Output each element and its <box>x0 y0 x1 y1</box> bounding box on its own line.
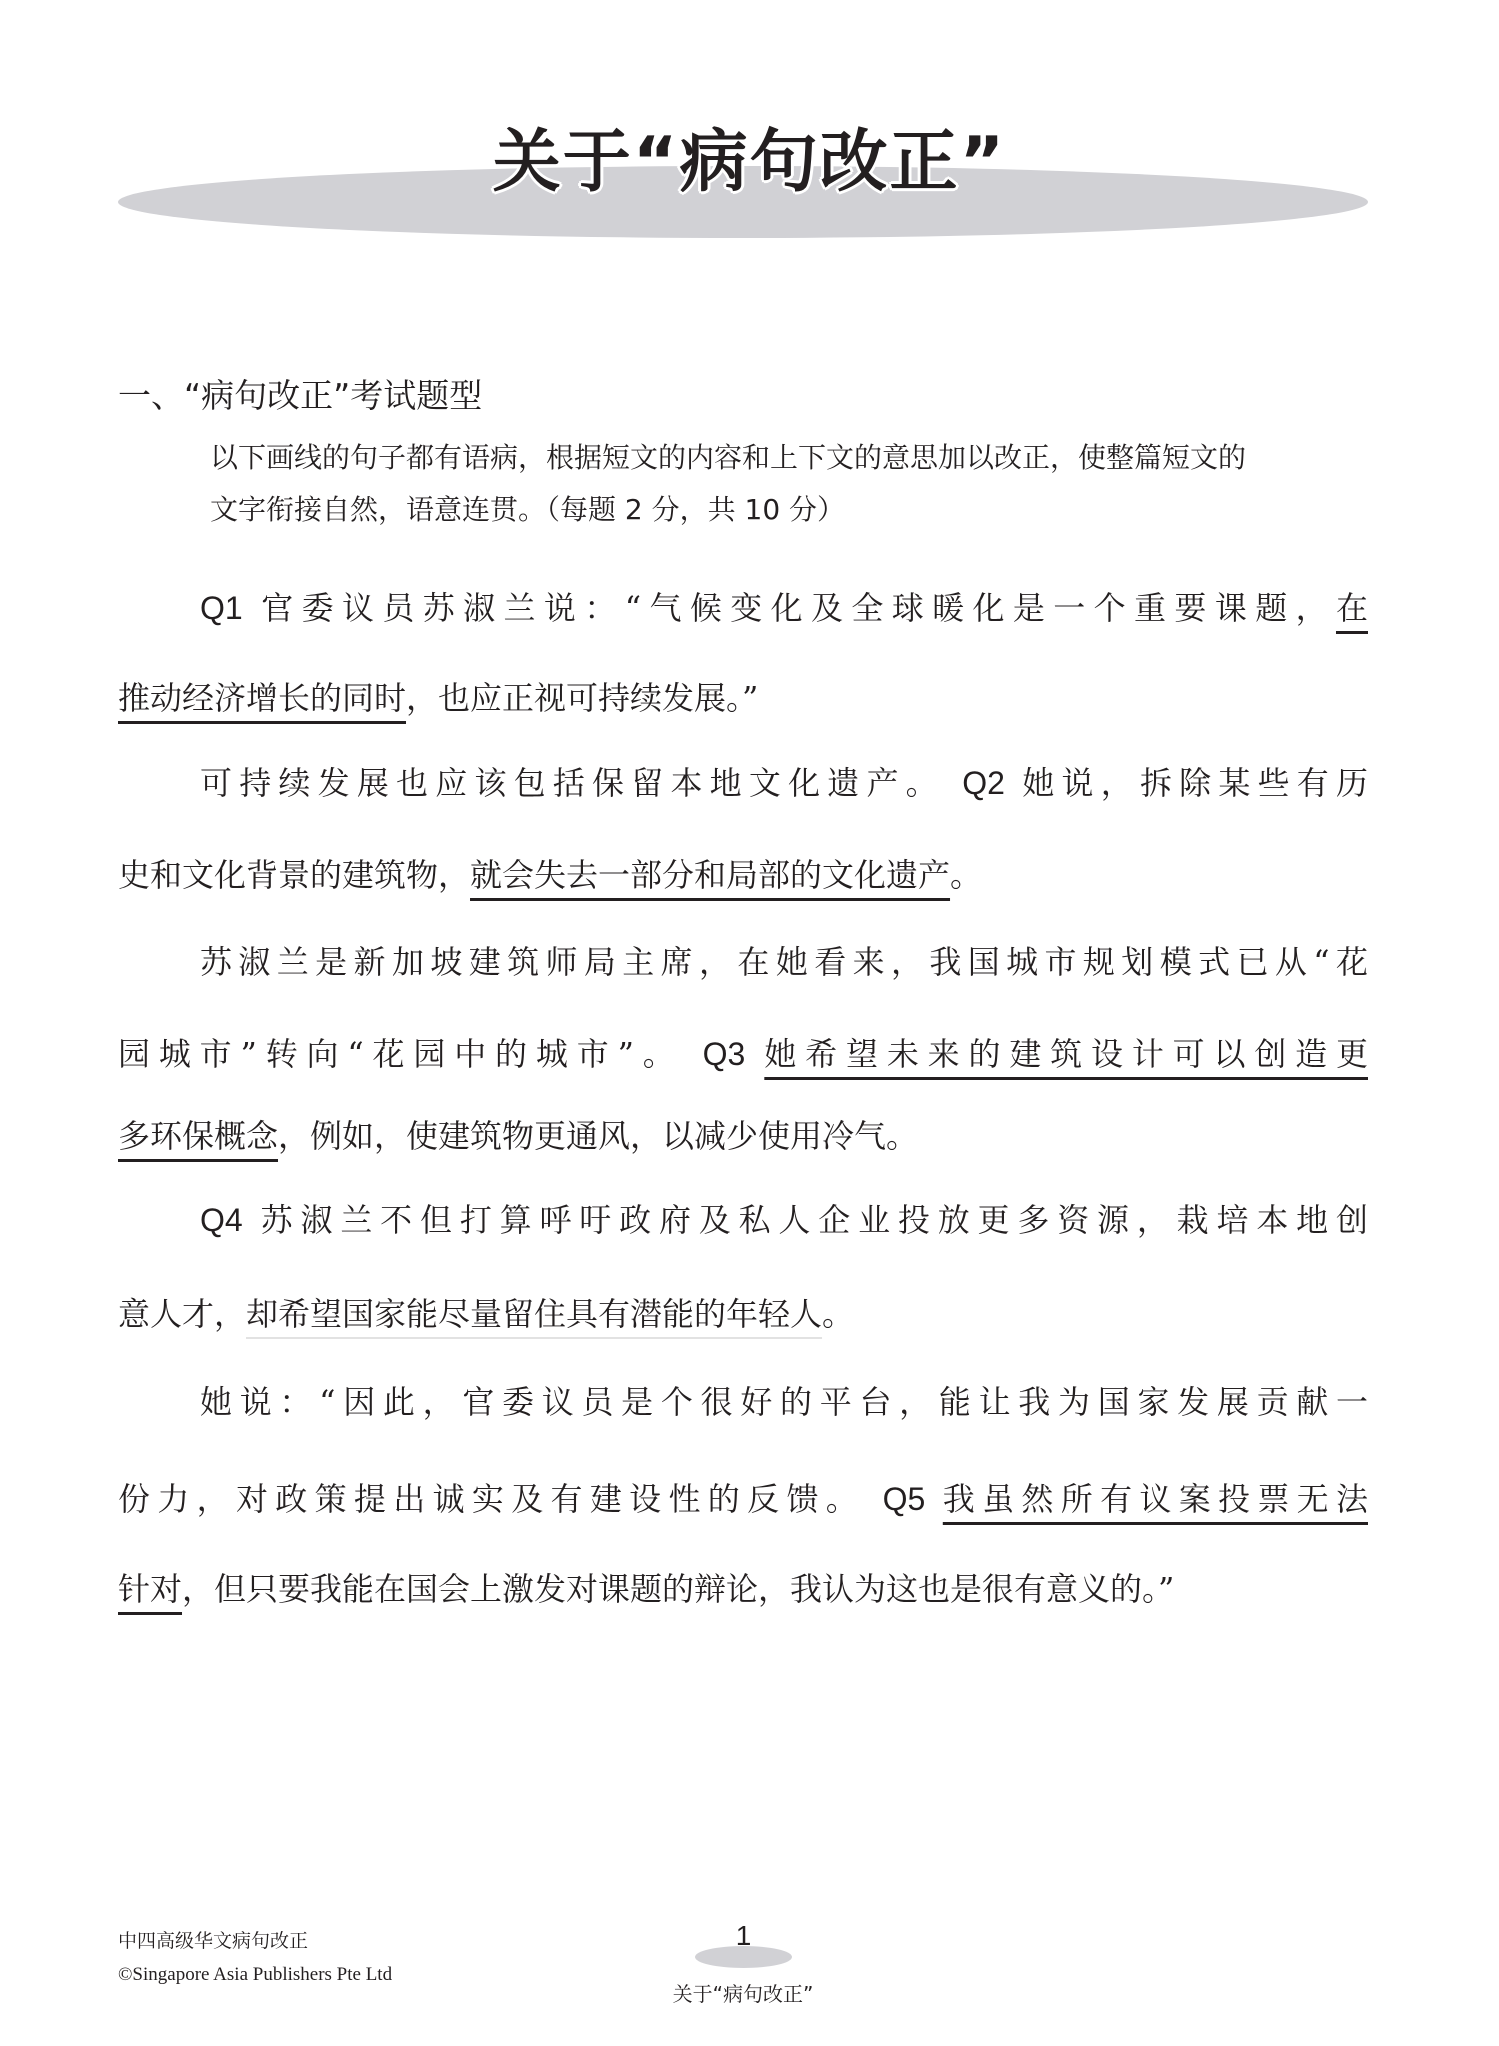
line-text: ，但只要我能在国会上激发对课题的辩论，我认为这也是很有意义的。” <box>182 1570 1175 1608</box>
passage-line <box>118 1114 1368 1158</box>
line-text: ，例如，使建筑物更通风，以减少使用冷气。 <box>278 1117 919 1155</box>
page-title: 关于“病句改正” <box>492 123 1007 202</box>
question-label-q1: Q1 <box>200 590 243 626</box>
footer-chapter-title: 关于“病句改正” <box>672 1982 814 2006</box>
footer-copyright: ©Singapore Asia Publishers Pte Ltd <box>118 1964 393 1985</box>
question-label-q3: Q3 <box>702 1036 746 1072</box>
passage-line <box>118 1567 1368 1611</box>
line-text: 意人才， <box>118 1295 247 1333</box>
line-text: 。 <box>950 856 983 894</box>
instructions-line-1: 以下画线的句子都有语病，根据短文的内容和上下文的意思加以改正，使整篇短文的 <box>210 441 1247 474</box>
line-text: 官委议员苏淑兰说：“气候变化及全球暖化是一个重要课题， <box>242 589 1336 627</box>
underlined-error-q1: 在 <box>1335 589 1368 627</box>
passage-line <box>200 586 1368 630</box>
passage-line <box>118 676 1368 720</box>
question-label-q2: Q2 <box>962 765 1005 801</box>
line-text: 苏淑兰不但打算呼吁政府及私人企业投放更多资源，栽培本地创 <box>242 1201 1368 1239</box>
line-text <box>925 1480 943 1518</box>
footer-book-title: 中四高级华文病句改正 <box>118 1930 309 1952</box>
question-label-q4: Q4 <box>200 1202 243 1238</box>
underlined-error-q3: 她希望未来的建筑设计可以创造更 <box>764 1035 1368 1073</box>
line-text: 份力，对政策提出诚实及有建设性的反馈。 <box>118 1480 883 1518</box>
underlined-error-q5: 针对 <box>118 1570 183 1608</box>
passage-line <box>200 940 1368 984</box>
passage-line <box>200 1380 1368 1424</box>
instructions-line-2: 文字衔接自然，语意连贯。（每题 2 分，共 10 分） <box>210 493 846 526</box>
passage-line <box>118 853 1368 897</box>
line-text: 。 <box>822 1295 855 1333</box>
passage-line <box>200 761 1368 805</box>
underlined-error-q2: 就会失去一部分和局部的文化遗产 <box>470 856 951 894</box>
passage-line <box>118 1032 1368 1076</box>
page-number: 1 <box>735 1920 752 1951</box>
line-text: 可持续发展也应该包括保留本地文化遗产。 <box>200 764 963 802</box>
underlined-error-q4: 却希望国家能尽量留住具有潜能的年轻人 <box>246 1295 823 1333</box>
line-text: 她说：“因此，官委议员是个很好的平台，能让我为国家发展贡献一 <box>200 1383 1368 1421</box>
underlined-error-q1: 推动经济增长的同时 <box>118 679 407 717</box>
line-text <box>745 1035 764 1073</box>
underlined-error-q5: 我虽然所有议案投票无法 <box>942 1480 1368 1518</box>
line-text: 她说，拆除某些有历 <box>1004 764 1368 802</box>
passage-line <box>118 1292 1368 1336</box>
line-text: 苏淑兰是新加坡建筑师局主席，在她看来，我国城市规划模式已从“花 <box>200 943 1368 981</box>
passage-line <box>200 1198 1368 1242</box>
section-heading: 一、“病句改正”考试题型 <box>118 376 483 415</box>
line-text: 史和文化背景的建筑物， <box>118 856 471 894</box>
line-text: 园城市”转向“花园中的城市”。 <box>118 1035 703 1073</box>
line-text: ，也应正视可持续发展。” <box>406 679 759 717</box>
passage-line <box>118 1477 1368 1521</box>
underlined-error-q3: 多环保概念 <box>118 1117 279 1155</box>
question-label-q5: Q5 <box>882 1481 926 1517</box>
